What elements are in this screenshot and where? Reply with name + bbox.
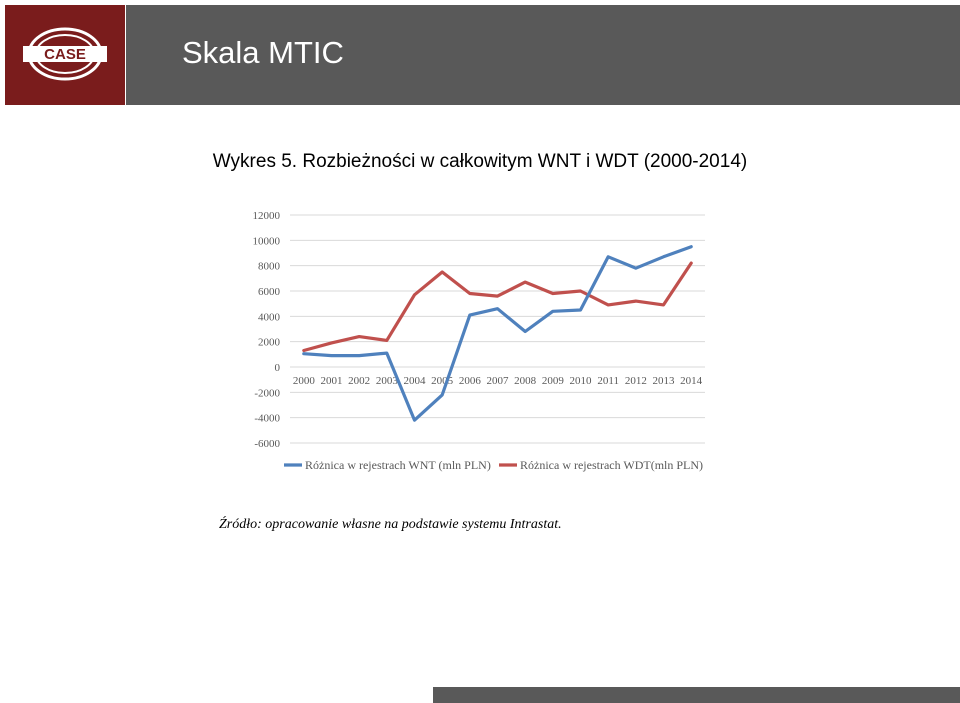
data-point <box>358 336 360 338</box>
legend-label: Różnica w rejestrach WDT(mln PLN) <box>520 458 704 472</box>
x-tick-label: 2000 <box>292 375 315 387</box>
x-tick-label: 2011 <box>597 375 619 387</box>
source-note: Źródło: opracowanie własne na podstawie systemu Intrastat. <box>219 517 562 532</box>
data-point <box>580 290 582 292</box>
y-tick-label: -2000 <box>254 387 280 400</box>
x-tick-label: 2014 <box>680 375 703 387</box>
x-tick-label: 2002 <box>348 375 371 387</box>
data-point <box>690 246 692 248</box>
data-point <box>607 304 609 306</box>
y-tick-label: 12000 <box>252 210 280 222</box>
footer-bar <box>433 687 960 703</box>
x-tick-label: 2004 <box>403 375 426 387</box>
data-point <box>663 256 665 258</box>
data-point <box>414 419 416 421</box>
data-point <box>441 271 443 273</box>
data-point <box>635 300 637 302</box>
data-point <box>414 294 416 296</box>
x-tick-label: 2010 <box>569 375 592 387</box>
series-line-2 <box>304 263 691 350</box>
data-point <box>497 308 499 310</box>
x-tick-label: 2006 <box>458 375 481 387</box>
x-tick-label: 2001 <box>320 375 343 387</box>
data-point <box>635 267 637 269</box>
x-tick-label: 2008 <box>514 375 537 387</box>
data-point <box>441 394 443 396</box>
data-point <box>303 350 305 352</box>
y-tick-label: 6000 <box>258 286 280 298</box>
data-point <box>690 262 692 264</box>
data-point <box>552 293 554 295</box>
data-point <box>524 281 526 283</box>
data-point <box>469 314 471 316</box>
y-tick-label: 10000 <box>252 235 280 248</box>
x-tick-label: 2003 <box>375 375 398 387</box>
y-tick-label: 2000 <box>258 336 280 349</box>
data-point <box>663 304 665 306</box>
data-point <box>303 353 305 355</box>
data-point <box>358 355 360 357</box>
data-point <box>580 309 582 311</box>
y-tick-label: -6000 <box>254 438 280 450</box>
series-line-1 <box>304 247 691 421</box>
x-tick-label: 2013 <box>652 375 675 387</box>
data-point <box>469 293 471 295</box>
y-tick-label: 8000 <box>258 260 280 273</box>
data-point <box>331 342 333 344</box>
x-tick-label: 2012 <box>624 375 647 387</box>
y-tick-label: 0 <box>274 362 280 374</box>
data-point <box>386 352 388 354</box>
x-tick-label: 2009 <box>541 375 564 387</box>
x-tick-label: 2007 <box>486 375 509 387</box>
data-point <box>331 355 333 357</box>
legend-label: Różnica w rejestrach WNT (mln PLN) <box>305 458 491 472</box>
chart-title: Wykres 5. Rozbieżności w całkowitym WNT i WDT (2000-2014) <box>212 151 748 172</box>
data-point <box>524 331 526 333</box>
page-title: Skala MTIC <box>182 35 344 70</box>
data-point <box>552 310 554 312</box>
y-tick-label: -4000 <box>254 412 280 425</box>
x-tick-label: 2005 <box>431 375 454 387</box>
data-point <box>386 340 388 342</box>
data-point <box>497 295 499 297</box>
y-tick-label: 4000 <box>258 311 280 324</box>
data-point <box>607 256 609 258</box>
logo-text: CASE <box>44 46 86 63</box>
